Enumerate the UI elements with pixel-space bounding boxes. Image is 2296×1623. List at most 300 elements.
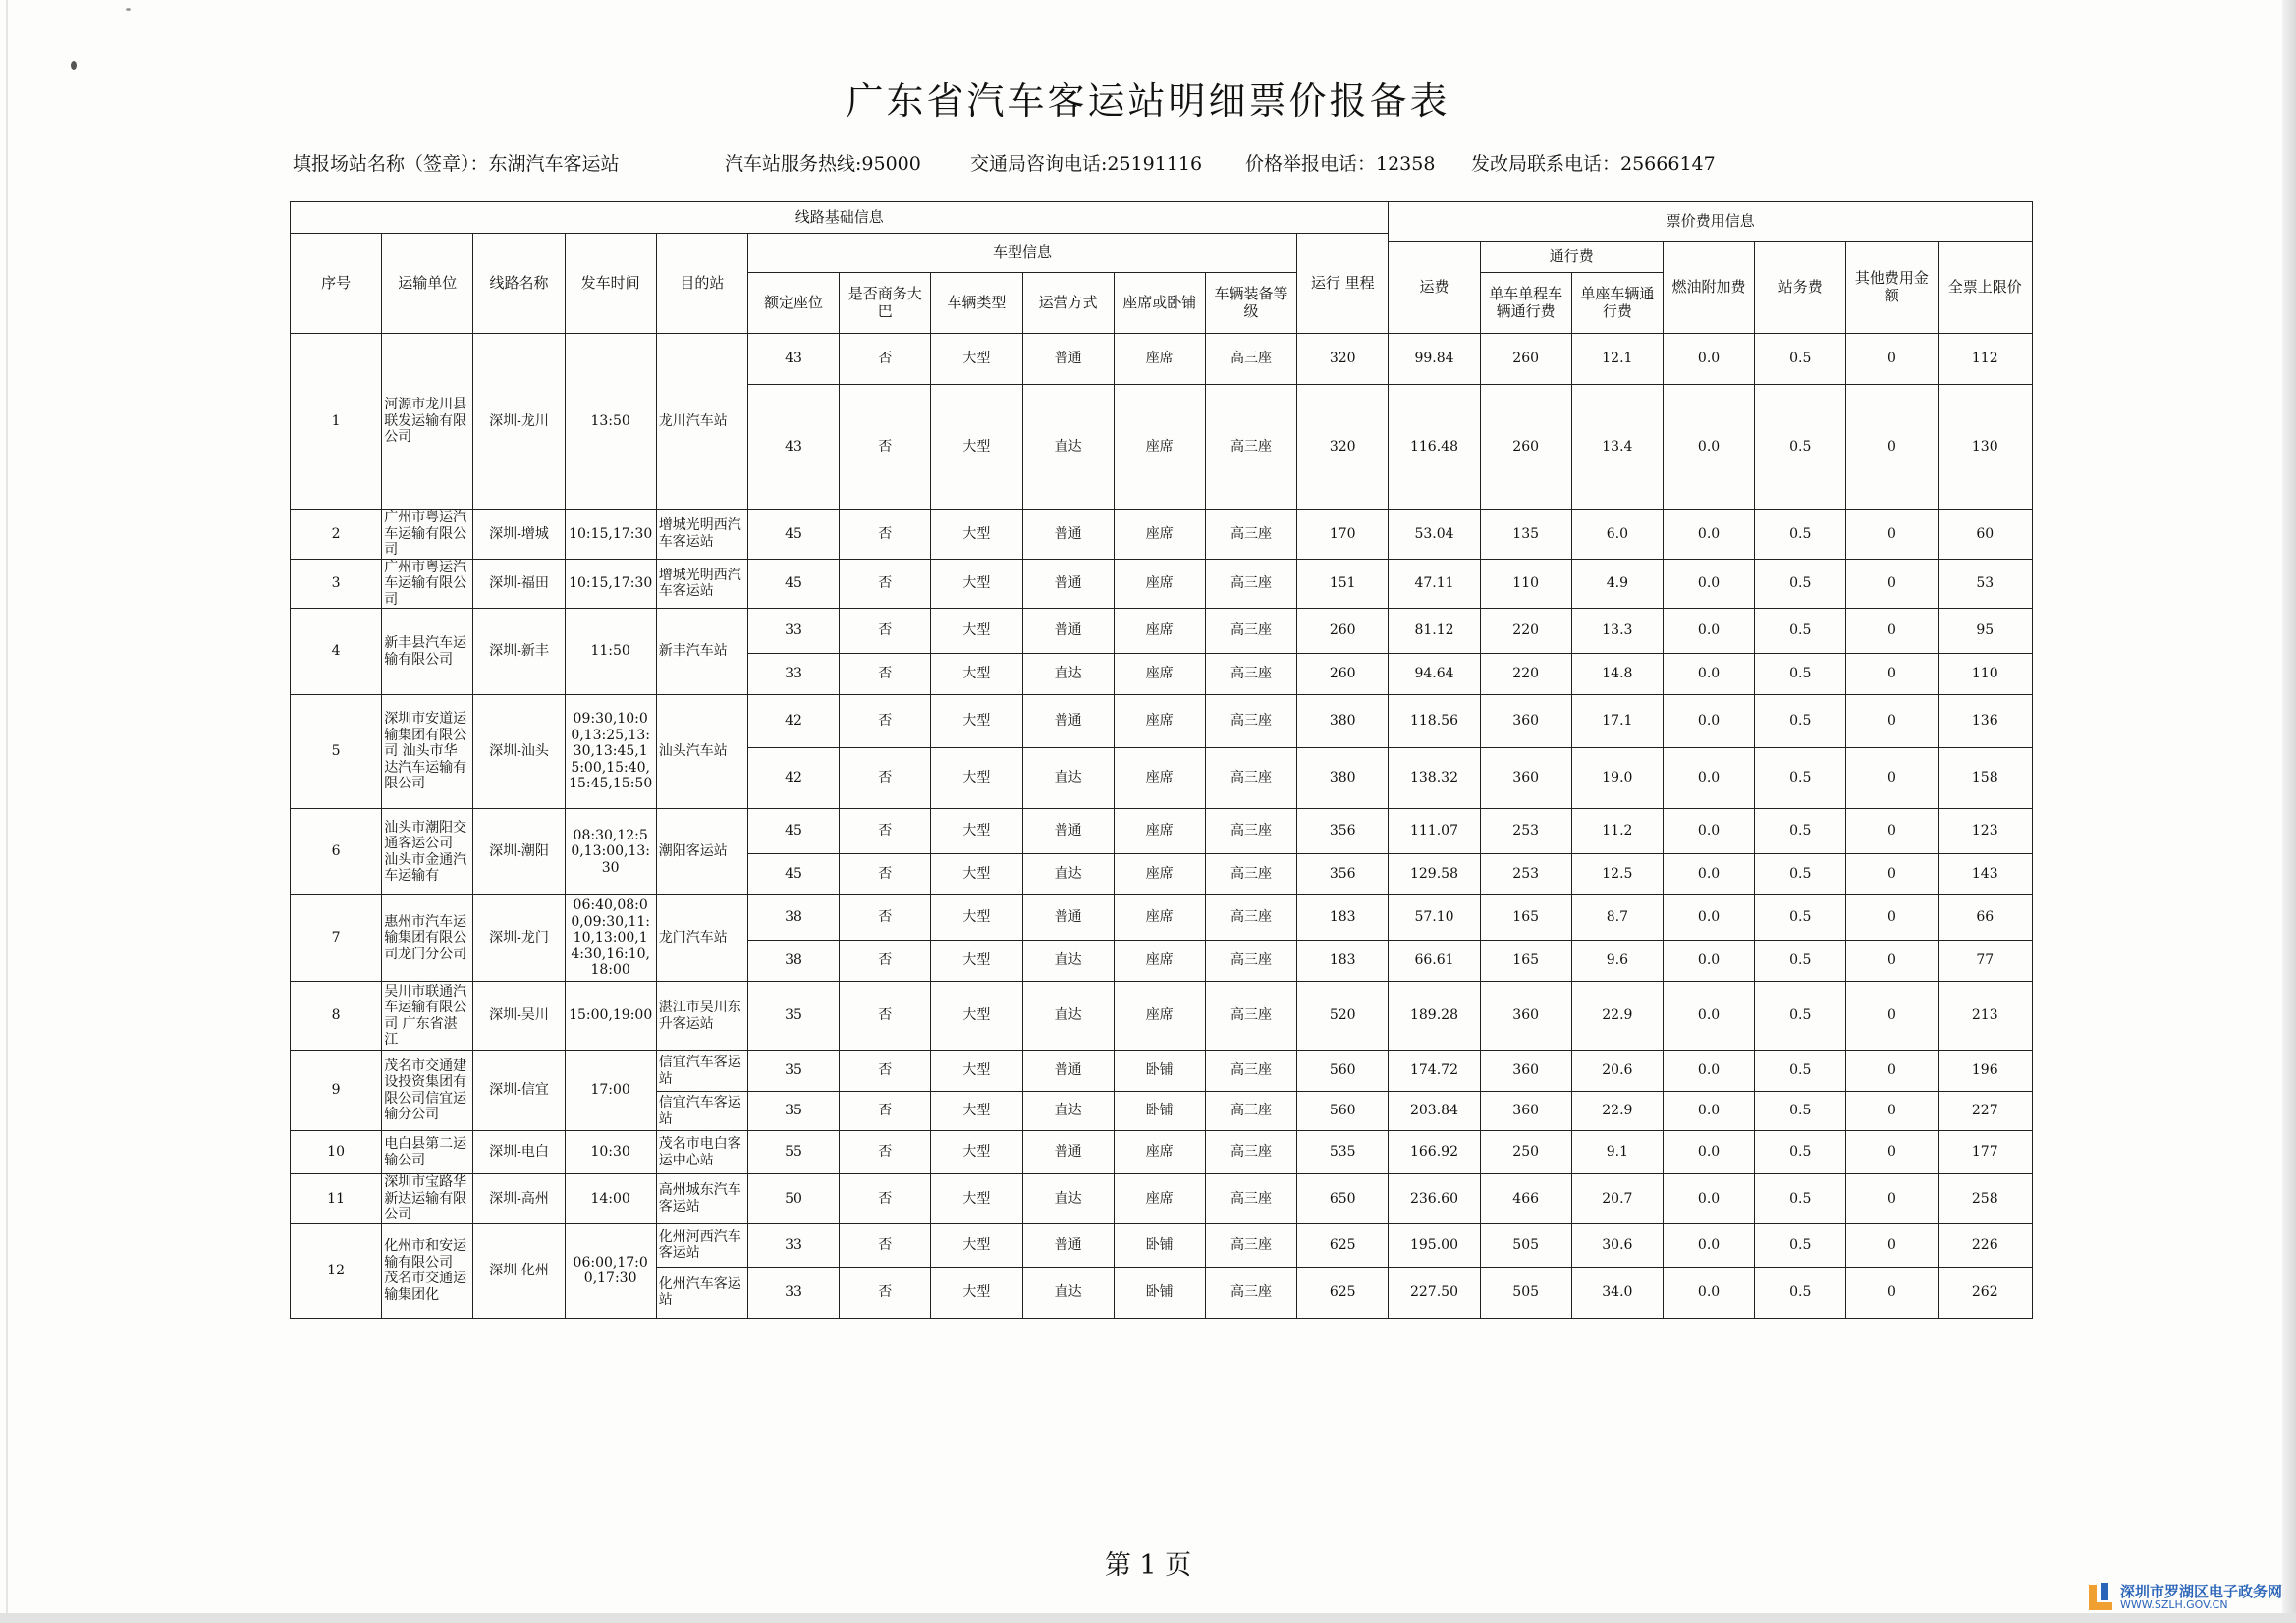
carrier-cell: 广州市粤运汽车运输有限公司 bbox=[382, 559, 473, 609]
carrier-cell: 汕头市潮阳交通客运公司 汕头市金通汽车运输有 bbox=[382, 809, 473, 895]
other-fee-cell: 0 bbox=[1846, 1267, 1938, 1318]
page-number: 第 1 页 bbox=[1104, 1550, 1192, 1581]
transport-phone: 交通局咨询电话:25191116 bbox=[970, 153, 1203, 175]
fuel-surcharge-cell: 0.0 bbox=[1663, 609, 1754, 654]
departure-time-cell: 08:30,12:50,13:00,13:30 bbox=[565, 809, 656, 895]
table-row bbox=[291, 334, 2033, 385]
equipment-grade-cell: 高三座 bbox=[1205, 895, 1296, 941]
seq-cell: 3 bbox=[291, 559, 382, 609]
seats-cell: 42 bbox=[747, 695, 839, 748]
mileage-cell: 535 bbox=[1297, 1131, 1389, 1174]
other-fee-cell: 0 bbox=[1846, 334, 1938, 385]
header-station-fee: 站务费 bbox=[1755, 242, 1846, 334]
mileage-cell: 151 bbox=[1297, 559, 1389, 609]
mileage-cell: 650 bbox=[1297, 1174, 1389, 1224]
departure-time-cell: 10:30 bbox=[565, 1131, 656, 1174]
seat-or-berth-cell: 座席 bbox=[1114, 654, 1205, 695]
vehicle-type-cell: 大型 bbox=[931, 609, 1022, 654]
fuel-surcharge-cell: 0.0 bbox=[1663, 1267, 1754, 1318]
header-route-name: 线路名称 bbox=[473, 234, 565, 334]
max-fare-cell: 177 bbox=[1938, 1131, 2032, 1174]
seq-cell: 7 bbox=[291, 895, 382, 982]
seat-or-berth-cell: 座席 bbox=[1114, 854, 1205, 895]
toll-per-trip-cell: 110 bbox=[1480, 559, 1571, 609]
max-fare-cell: 226 bbox=[1938, 1223, 2032, 1267]
operation-mode-cell: 直达 bbox=[1022, 854, 1114, 895]
seat-or-berth-cell: 卧铺 bbox=[1114, 1092, 1205, 1131]
station-fee-cell: 0.5 bbox=[1755, 559, 1846, 609]
other-fee-cell: 0 bbox=[1846, 609, 1938, 654]
toll-per-trip-cell: 466 bbox=[1480, 1174, 1571, 1224]
page-edge-right bbox=[2282, 0, 2296, 1623]
equipment-grade-cell: 高三座 bbox=[1205, 654, 1296, 695]
station-fee-cell: 0.5 bbox=[1755, 895, 1846, 941]
station-fee-cell: 0.5 bbox=[1755, 654, 1846, 695]
equipment-grade-cell: 高三座 bbox=[1205, 1223, 1296, 1267]
header-seq: 序号 bbox=[291, 234, 382, 334]
toll-per-seat-cell: 20.6 bbox=[1571, 1051, 1663, 1092]
table-row bbox=[291, 1131, 2033, 1174]
seq-cell: 11 bbox=[291, 1174, 382, 1224]
station-fee-cell: 0.5 bbox=[1755, 1092, 1846, 1131]
toll-per-trip-cell: 360 bbox=[1480, 1092, 1571, 1131]
destination-cell: 化州河西汽车客运站 bbox=[656, 1223, 747, 1267]
max-fare-cell: 60 bbox=[1938, 510, 2032, 560]
toll-per-seat-cell: 34.0 bbox=[1571, 1267, 1663, 1318]
vehicle-type-cell: 大型 bbox=[931, 510, 1022, 560]
vehicle-type-cell: 大型 bbox=[931, 982, 1022, 1051]
freight-cell: 66.61 bbox=[1389, 941, 1480, 982]
business-bus-cell: 否 bbox=[840, 1223, 931, 1267]
table-row bbox=[291, 559, 2033, 609]
site-logo[interactable] bbox=[2087, 1581, 2288, 1614]
departure-time-cell: 11:50 bbox=[565, 609, 656, 695]
carrier-cell: 新丰县汽车运输有限公司 bbox=[382, 609, 473, 695]
station-fee-cell: 0.5 bbox=[1755, 941, 1846, 982]
mileage-cell: 320 bbox=[1297, 385, 1389, 510]
freight-cell: 118.56 bbox=[1389, 695, 1480, 748]
operation-mode-cell: 直达 bbox=[1022, 941, 1114, 982]
vehicle-type-cell: 大型 bbox=[931, 695, 1022, 748]
other-fee-cell: 0 bbox=[1846, 748, 1938, 809]
route-name-cell: 深圳-龙门 bbox=[473, 895, 565, 982]
business-bus-cell: 否 bbox=[840, 695, 931, 748]
equipment-grade-cell: 高三座 bbox=[1205, 559, 1296, 609]
other-fee-cell: 0 bbox=[1846, 941, 1938, 982]
toll-per-seat-cell: 22.9 bbox=[1571, 1092, 1663, 1131]
freight-cell: 195.00 bbox=[1389, 1223, 1480, 1267]
mileage-cell: 560 bbox=[1297, 1092, 1389, 1131]
toll-per-seat-cell: 6.0 bbox=[1571, 510, 1663, 560]
station-fee-cell: 0.5 bbox=[1755, 1267, 1846, 1318]
seats-cell: 45 bbox=[747, 510, 839, 560]
seats-cell: 33 bbox=[747, 1267, 839, 1318]
freight-cell: 203.84 bbox=[1389, 1092, 1480, 1131]
freight-cell: 166.92 bbox=[1389, 1131, 1480, 1174]
freight-cell: 53.04 bbox=[1389, 510, 1480, 560]
toll-per-seat-cell: 20.7 bbox=[1571, 1174, 1663, 1224]
toll-per-seat-cell: 13.3 bbox=[1571, 609, 1663, 654]
toll-per-trip-cell: 253 bbox=[1480, 854, 1571, 895]
toll-per-trip-cell: 360 bbox=[1480, 1051, 1571, 1092]
header-toll-per-trip: 单车单程车辆通行费 bbox=[1480, 273, 1571, 334]
header-equipment-grade: 车辆装备等级 bbox=[1205, 273, 1296, 334]
destination-cell: 化州汽车客运站 bbox=[656, 1267, 747, 1318]
station-fee-cell: 0.5 bbox=[1755, 510, 1846, 560]
destination-cell: 信宜汽车客运站 bbox=[656, 1051, 747, 1092]
seats-cell: 45 bbox=[747, 559, 839, 609]
fuel-surcharge-cell: 0.0 bbox=[1663, 809, 1754, 854]
equipment-grade-cell: 高三座 bbox=[1205, 748, 1296, 809]
toll-per-trip-cell: 360 bbox=[1480, 982, 1571, 1051]
freight-cell: 138.32 bbox=[1389, 748, 1480, 809]
seats-cell: 42 bbox=[747, 748, 839, 809]
seq-cell: 2 bbox=[291, 510, 382, 560]
equipment-grade-cell: 高三座 bbox=[1205, 385, 1296, 510]
vehicle-type-cell: 大型 bbox=[931, 1267, 1022, 1318]
seats-cell: 38 bbox=[747, 941, 839, 982]
seq-cell: 6 bbox=[291, 809, 382, 895]
mileage-cell: 520 bbox=[1297, 982, 1389, 1051]
station-fee-cell: 0.5 bbox=[1755, 1131, 1846, 1174]
seat-or-berth-cell: 座席 bbox=[1114, 809, 1205, 854]
station-fee-cell: 0.5 bbox=[1755, 1051, 1846, 1092]
toll-per-trip-cell: 260 bbox=[1480, 385, 1571, 510]
seat-or-berth-cell: 座席 bbox=[1114, 510, 1205, 560]
destination-cell: 高州城东汽车客运站 bbox=[656, 1174, 747, 1224]
business-bus-cell: 否 bbox=[840, 1051, 931, 1092]
departure-time-cell: 10:15,17:30 bbox=[565, 510, 656, 560]
other-fee-cell: 0 bbox=[1846, 982, 1938, 1051]
carrier-cell: 深圳市宝路华新达运输有限公司 bbox=[382, 1174, 473, 1224]
fuel-surcharge-cell: 0.0 bbox=[1663, 1174, 1754, 1224]
seats-cell: 45 bbox=[747, 854, 839, 895]
operation-mode-cell: 普通 bbox=[1022, 1223, 1114, 1267]
fuel-surcharge-cell: 0.0 bbox=[1663, 559, 1754, 609]
other-fee-cell: 0 bbox=[1846, 1051, 1938, 1092]
station-fee-cell: 0.5 bbox=[1755, 334, 1846, 385]
other-fee-cell: 0 bbox=[1846, 385, 1938, 510]
carrier-cell: 茂名市交通建设投资集团有限公司信宜运输分公司 bbox=[382, 1051, 473, 1131]
station-fee-cell: 0.5 bbox=[1755, 854, 1846, 895]
mileage-cell: 170 bbox=[1297, 510, 1389, 560]
header-vehicle-info: 车型信息 bbox=[747, 234, 1296, 273]
fuel-surcharge-cell: 0.0 bbox=[1663, 385, 1754, 510]
business-bus-cell: 否 bbox=[840, 654, 931, 695]
route-name-cell: 深圳-新丰 bbox=[473, 609, 565, 695]
toll-per-seat-cell: 8.7 bbox=[1571, 895, 1663, 941]
scan-speck bbox=[126, 8, 131, 11]
equipment-grade-cell: 高三座 bbox=[1205, 1131, 1296, 1174]
other-fee-cell: 0 bbox=[1846, 559, 1938, 609]
station-fee-cell: 0.5 bbox=[1755, 748, 1846, 809]
operation-mode-cell: 直达 bbox=[1022, 748, 1114, 809]
vehicle-type-cell: 大型 bbox=[931, 1174, 1022, 1224]
seat-or-berth-cell: 座席 bbox=[1114, 385, 1205, 510]
other-fee-cell: 0 bbox=[1846, 895, 1938, 941]
toll-per-trip-cell: 360 bbox=[1480, 748, 1571, 809]
toll-per-trip-cell: 220 bbox=[1480, 654, 1571, 695]
scan-speck bbox=[71, 61, 77, 70]
seat-or-berth-cell: 座席 bbox=[1114, 1174, 1205, 1224]
station-fee-cell: 0.5 bbox=[1755, 609, 1846, 654]
mileage-cell: 356 bbox=[1297, 854, 1389, 895]
toll-per-seat-cell: 12.5 bbox=[1571, 854, 1663, 895]
equipment-grade-cell: 高三座 bbox=[1205, 1092, 1296, 1131]
mileage-cell: 380 bbox=[1297, 695, 1389, 748]
mileage-cell: 560 bbox=[1297, 1051, 1389, 1092]
seq-cell: 5 bbox=[291, 695, 382, 809]
fuel-surcharge-cell: 0.0 bbox=[1663, 334, 1754, 385]
max-fare-cell: 258 bbox=[1938, 1174, 2032, 1224]
table-row bbox=[291, 695, 2033, 748]
table-row bbox=[291, 1223, 2033, 1267]
seat-or-berth-cell: 卧铺 bbox=[1114, 1267, 1205, 1318]
freight-cell: 227.50 bbox=[1389, 1267, 1480, 1318]
table-row bbox=[291, 809, 2033, 854]
fare-table-body bbox=[291, 202, 2033, 1319]
header-other-fee: 其他费用金额 bbox=[1846, 242, 1938, 334]
lh-logo-icon bbox=[2087, 1581, 2116, 1612]
equipment-grade-cell: 高三座 bbox=[1205, 334, 1296, 385]
equipment-grade-cell: 高三座 bbox=[1205, 695, 1296, 748]
departure-time-cell: 09:30,10:00,13:25,13:30,13:45,15:00,15:40,15:45,15:50 bbox=[565, 695, 656, 809]
fuel-surcharge-cell: 0.0 bbox=[1663, 941, 1754, 982]
header-operation-mode: 运营方式 bbox=[1022, 273, 1114, 334]
table-row bbox=[291, 609, 2033, 654]
toll-per-seat-cell: 19.0 bbox=[1571, 748, 1663, 809]
fare-table bbox=[290, 201, 2033, 1319]
toll-per-trip-cell: 135 bbox=[1480, 510, 1571, 560]
freight-cell: 174.72 bbox=[1389, 1051, 1480, 1092]
table-row bbox=[291, 510, 2033, 560]
business-bus-cell: 否 bbox=[840, 609, 931, 654]
seats-cell: 55 bbox=[747, 1131, 839, 1174]
business-bus-cell: 否 bbox=[840, 748, 931, 809]
max-fare-cell: 227 bbox=[1938, 1092, 2032, 1131]
operation-mode-cell: 直达 bbox=[1022, 1267, 1114, 1318]
header-seats: 额定座位 bbox=[747, 273, 839, 334]
max-fare-cell: 136 bbox=[1938, 695, 2032, 748]
route-name-cell: 深圳-龙川 bbox=[473, 334, 565, 510]
seat-or-berth-cell: 座席 bbox=[1114, 609, 1205, 654]
freight-cell: 94.64 bbox=[1389, 654, 1480, 695]
destination-cell: 龙门汽车站 bbox=[656, 895, 747, 982]
departure-time-cell: 13:50 bbox=[565, 334, 656, 510]
operation-mode-cell: 直达 bbox=[1022, 385, 1114, 510]
equipment-grade-cell: 高三座 bbox=[1205, 854, 1296, 895]
vehicle-type-cell: 大型 bbox=[931, 385, 1022, 510]
mileage-cell: 380 bbox=[1297, 748, 1389, 809]
max-fare-cell: 143 bbox=[1938, 854, 2032, 895]
business-bus-cell: 否 bbox=[840, 559, 931, 609]
operation-mode-cell: 普通 bbox=[1022, 695, 1114, 748]
freight-cell: 116.48 bbox=[1389, 385, 1480, 510]
toll-per-trip-cell: 360 bbox=[1480, 695, 1571, 748]
station-fee-cell: 0.5 bbox=[1755, 1223, 1846, 1267]
business-bus-cell: 否 bbox=[840, 1131, 931, 1174]
seq-cell: 8 bbox=[291, 982, 382, 1051]
vehicle-type-cell: 大型 bbox=[931, 334, 1022, 385]
business-bus-cell: 否 bbox=[840, 385, 931, 510]
toll-per-trip-cell: 220 bbox=[1480, 609, 1571, 654]
operation-mode-cell: 普通 bbox=[1022, 609, 1114, 654]
freight-cell: 129.58 bbox=[1389, 854, 1480, 895]
seats-cell: 45 bbox=[747, 809, 839, 854]
header-toll: 通行费 bbox=[1480, 242, 1663, 273]
toll-per-seat-cell: 30.6 bbox=[1571, 1223, 1663, 1267]
departure-time-cell: 10:15,17:30 bbox=[565, 559, 656, 609]
equipment-grade-cell: 高三座 bbox=[1205, 982, 1296, 1051]
seats-cell: 33 bbox=[747, 609, 839, 654]
seq-cell: 4 bbox=[291, 609, 382, 695]
route-name-cell: 深圳-信宜 bbox=[473, 1051, 565, 1131]
vehicle-type-cell: 大型 bbox=[931, 654, 1022, 695]
header-mileage: 运行 里程 bbox=[1297, 234, 1389, 334]
max-fare-cell: 262 bbox=[1938, 1267, 2032, 1318]
other-fee-cell: 0 bbox=[1846, 809, 1938, 854]
freight-cell: 99.84 bbox=[1389, 334, 1480, 385]
page-edge-bottom bbox=[0, 1613, 2296, 1623]
toll-per-seat-cell: 13.4 bbox=[1571, 385, 1663, 510]
toll-per-seat-cell: 9.1 bbox=[1571, 1131, 1663, 1174]
vehicle-type-cell: 大型 bbox=[931, 559, 1022, 609]
toll-per-seat-cell: 4.9 bbox=[1571, 559, 1663, 609]
destination-cell: 增城光明西汽车客运站 bbox=[656, 510, 747, 560]
destination-cell: 汕头汽车站 bbox=[656, 695, 747, 809]
header-max-fare: 全票上限价 bbox=[1938, 242, 2032, 334]
header-fuel: 燃油附加费 bbox=[1663, 242, 1754, 334]
mileage-cell: 260 bbox=[1297, 609, 1389, 654]
table-row bbox=[291, 1174, 2033, 1224]
business-bus-cell: 否 bbox=[840, 854, 931, 895]
page-edge-left bbox=[6, 0, 8, 1623]
header-carrier: 运输单位 bbox=[382, 234, 473, 334]
header-destination: 目的站 bbox=[656, 234, 747, 334]
vehicle-type-cell: 大型 bbox=[931, 854, 1022, 895]
operation-mode-cell: 直达 bbox=[1022, 982, 1114, 1051]
price-report-phone: 价格举报电话：12358 bbox=[1245, 153, 1436, 175]
max-fare-cell: 110 bbox=[1938, 654, 2032, 695]
freight-cell: 111.07 bbox=[1389, 809, 1480, 854]
business-bus-cell: 否 bbox=[840, 1092, 931, 1131]
vehicle-type-cell: 大型 bbox=[931, 1131, 1022, 1174]
seat-or-berth-cell: 座席 bbox=[1114, 748, 1205, 809]
max-fare-cell: 130 bbox=[1938, 385, 2032, 510]
toll-per-seat-cell: 12.1 bbox=[1571, 334, 1663, 385]
toll-per-trip-cell: 250 bbox=[1480, 1131, 1571, 1174]
departure-time-cell: 06:40,08:00,09:30,11:10,13:00,14:30,16:10,18:00 bbox=[565, 895, 656, 982]
mileage-cell: 183 bbox=[1297, 895, 1389, 941]
operation-mode-cell: 普通 bbox=[1022, 895, 1114, 941]
operation-mode-cell: 普通 bbox=[1022, 510, 1114, 560]
seats-cell: 43 bbox=[747, 385, 839, 510]
header-business-bus: 是否商务大巴 bbox=[840, 273, 931, 334]
freight-cell: 47.11 bbox=[1389, 559, 1480, 609]
mileage-cell: 625 bbox=[1297, 1267, 1389, 1318]
other-fee-cell: 0 bbox=[1846, 510, 1938, 560]
departure-time-cell: 15:00,19:00 bbox=[565, 982, 656, 1051]
seats-cell: 38 bbox=[747, 895, 839, 941]
route-name-cell: 深圳-高州 bbox=[473, 1174, 565, 1224]
table-row bbox=[291, 1051, 2033, 1092]
max-fare-cell: 123 bbox=[1938, 809, 2032, 854]
freight-cell: 189.28 bbox=[1389, 982, 1480, 1051]
route-name-cell: 深圳-潮阳 bbox=[473, 809, 565, 895]
operation-mode-cell: 直达 bbox=[1022, 1092, 1114, 1131]
seat-or-berth-cell: 卧铺 bbox=[1114, 1223, 1205, 1267]
business-bus-cell: 否 bbox=[840, 941, 931, 982]
header-toll-per-seat: 单座车辆通行费 bbox=[1571, 273, 1663, 334]
station-fee-cell: 0.5 bbox=[1755, 695, 1846, 748]
header-freight: 运费 bbox=[1389, 242, 1480, 334]
seq-cell: 1 bbox=[291, 334, 382, 510]
operation-mode-cell: 直达 bbox=[1022, 654, 1114, 695]
destination-cell: 茂名市电白客运中心站 bbox=[656, 1131, 747, 1174]
fuel-surcharge-cell: 0.0 bbox=[1663, 695, 1754, 748]
page-title: 广东省汽车客运站明细票价报备表 bbox=[846, 80, 1450, 123]
vehicle-type-cell: 大型 bbox=[931, 809, 1022, 854]
mileage-cell: 183 bbox=[1297, 941, 1389, 982]
other-fee-cell: 0 bbox=[1846, 1174, 1938, 1224]
vehicle-type-cell: 大型 bbox=[931, 1223, 1022, 1267]
other-fee-cell: 0 bbox=[1846, 654, 1938, 695]
toll-per-trip-cell: 165 bbox=[1480, 941, 1571, 982]
station-fee-cell: 0.5 bbox=[1755, 1174, 1846, 1224]
destination-cell: 潮阳客运站 bbox=[656, 809, 747, 895]
hotline: 汽车站服务热线:95000 bbox=[725, 153, 921, 175]
max-fare-cell: 213 bbox=[1938, 982, 2032, 1051]
mileage-cell: 625 bbox=[1297, 1223, 1389, 1267]
destination-cell: 增城光明西汽车客运站 bbox=[656, 559, 747, 609]
freight-cell: 236.60 bbox=[1389, 1174, 1480, 1224]
carrier-cell: 化州市和安运输有限公司 茂名市交通运输集团化 bbox=[382, 1223, 473, 1318]
max-fare-cell: 158 bbox=[1938, 748, 2032, 809]
carrier-cell: 广州市粤运汽车运输有限公司 bbox=[382, 510, 473, 560]
business-bus-cell: 否 bbox=[840, 982, 931, 1051]
seats-cell: 50 bbox=[747, 1174, 839, 1224]
business-bus-cell: 否 bbox=[840, 510, 931, 560]
departure-time-cell: 14:00 bbox=[565, 1174, 656, 1224]
ndrc-phone: 发改局联系电话：25666147 bbox=[1471, 153, 1716, 175]
max-fare-cell: 196 bbox=[1938, 1051, 2032, 1092]
operation-mode-cell: 直达 bbox=[1022, 1174, 1114, 1224]
destination-cell: 信宜汽车客运站 bbox=[656, 1092, 747, 1131]
toll-per-trip-cell: 260 bbox=[1480, 334, 1571, 385]
seq-cell: 10 bbox=[291, 1131, 382, 1174]
toll-per-seat-cell: 14.8 bbox=[1571, 654, 1663, 695]
equipment-grade-cell: 高三座 bbox=[1205, 809, 1296, 854]
seq-cell: 12 bbox=[291, 1223, 382, 1318]
header-vehicle-type: 车辆类型 bbox=[931, 273, 1022, 334]
table-row bbox=[291, 982, 2033, 1051]
toll-per-seat-cell: 11.2 bbox=[1571, 809, 1663, 854]
toll-per-trip-cell: 505 bbox=[1480, 1223, 1571, 1267]
operation-mode-cell: 普通 bbox=[1022, 1051, 1114, 1092]
seq-cell: 9 bbox=[291, 1051, 382, 1131]
equipment-grade-cell: 高三座 bbox=[1205, 1174, 1296, 1224]
other-fee-cell: 0 bbox=[1846, 1223, 1938, 1267]
fuel-surcharge-cell: 0.0 bbox=[1663, 895, 1754, 941]
fuel-surcharge-cell: 0.0 bbox=[1663, 1051, 1754, 1092]
route-name-cell: 深圳-吴川 bbox=[473, 982, 565, 1051]
header-route-info: 线路基础信息 bbox=[291, 202, 1389, 234]
station-fee-cell: 0.5 bbox=[1755, 982, 1846, 1051]
toll-per-seat-cell: 9.6 bbox=[1571, 941, 1663, 982]
business-bus-cell: 否 bbox=[840, 809, 931, 854]
vehicle-type-cell: 大型 bbox=[931, 1092, 1022, 1131]
header-seat-or-berth: 座席或卧铺 bbox=[1114, 273, 1205, 334]
